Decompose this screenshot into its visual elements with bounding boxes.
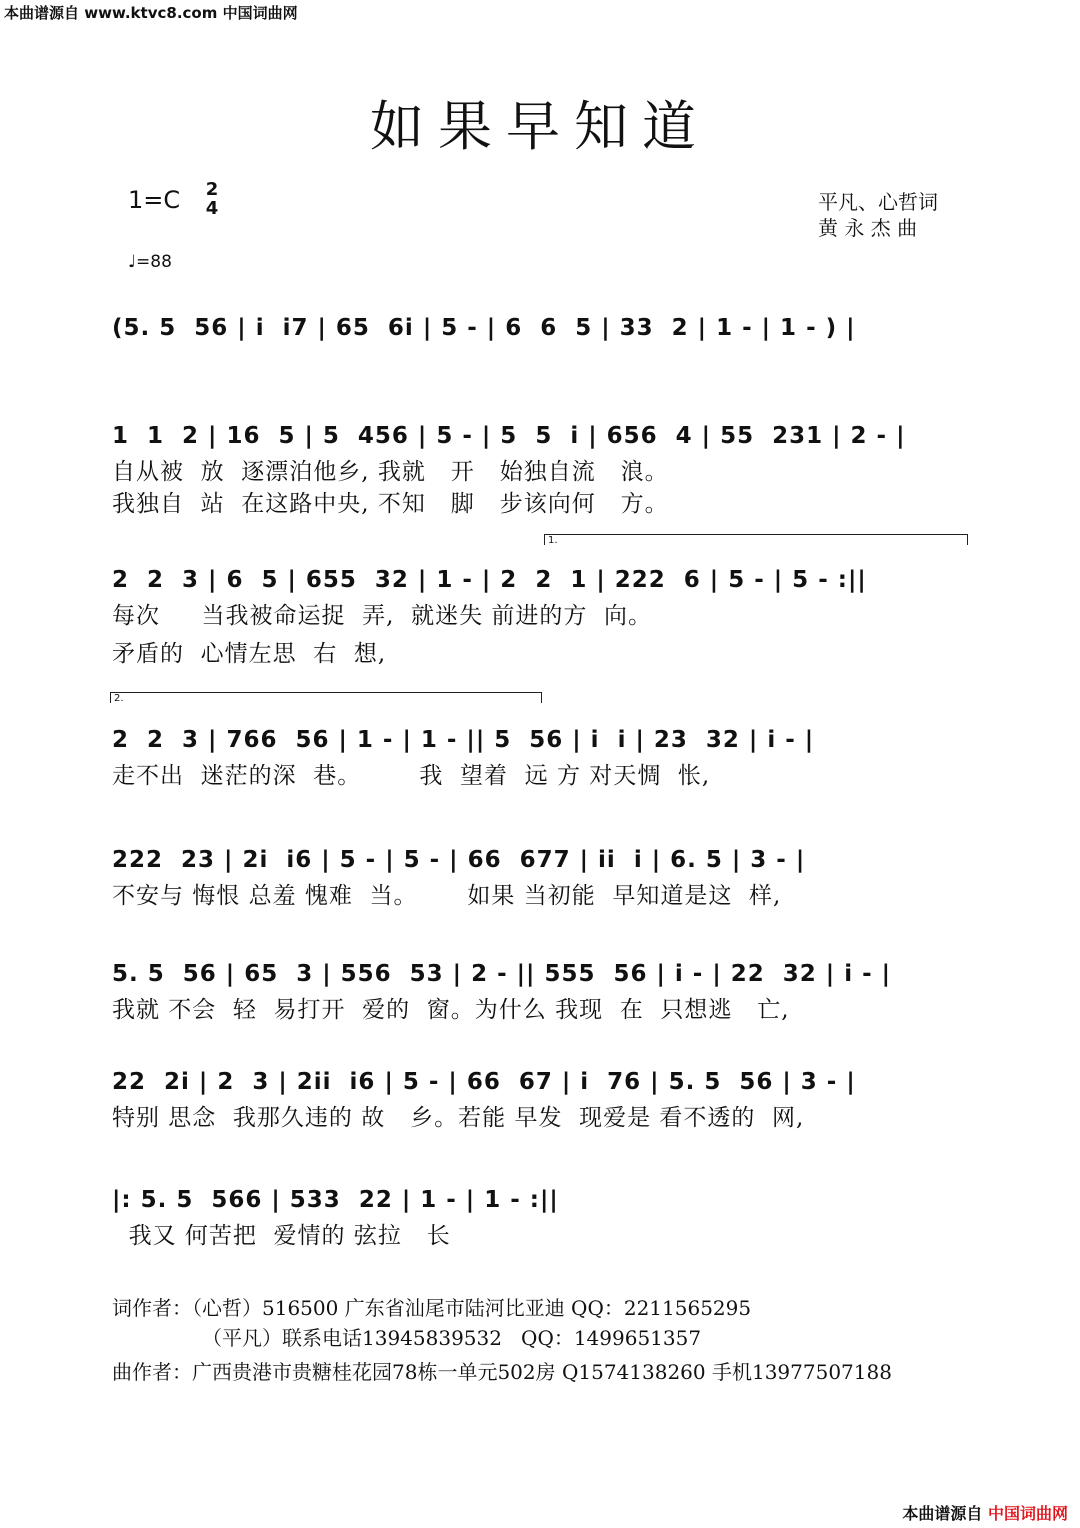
key-signature: 1=C (128, 186, 181, 214)
lyric-line: 我就 不会 轻 易打开 爱的 窗。为什么 我现 在 只想逃 亡, (112, 997, 790, 1023)
time-signature-top: 2 (205, 179, 219, 200)
first-ending-label: 1. (548, 535, 558, 546)
score-system (112, 720, 972, 792)
lyric-line: 我又 何苦把 爱情的 弦拉 长 (112, 1223, 451, 1249)
composer-contact: 广西贵港市贵糖桂花园78栋一单元502房 Q1574138260 手机13977507188 (192, 1360, 892, 1384)
score-system (112, 954, 972, 1026)
lyric-line: 矛盾的 心情左思 右 想, (112, 641, 387, 667)
header-site: 中国词曲网 (222, 4, 298, 22)
score-system (112, 308, 972, 348)
notation-line: 5. 5 56 | 65 3 | 556 53 | 2 - || 555 56 | i - | 22 32 | i - | (112, 961, 892, 987)
score-system (112, 1180, 972, 1252)
header-source: 本曲谱源自 (4, 4, 80, 22)
source-header (4, 2, 298, 23)
lyric-line: 我独自 站 在这路中央, 不知 脚 步该向何 方。 (112, 491, 669, 517)
lyric-line: 自从被 放 逐漂泊他乡, 我就 开 始独自流 浪。 (112, 459, 669, 485)
source-footer (902, 1501, 1068, 1524)
time-signature-bottom: 4 (205, 198, 219, 219)
song-title: 如果早知道 (370, 95, 710, 158)
composer-info (112, 1356, 892, 1385)
score-system (112, 1062, 972, 1134)
lyric-line: 特别 思念 我那久违的 故 乡。若能 早发 现爱是 看不透的 网, (112, 1105, 805, 1131)
second-ending-label: 2. (114, 693, 124, 704)
lyricist-credit: 平凡、心哲词 (818, 190, 938, 214)
composer-label: 曲作者： (112, 1360, 192, 1384)
footer-site-link[interactable]: 中国词曲网 (987, 1504, 1068, 1523)
time-signature (202, 180, 222, 218)
notation-line: 2 2 3 | 6 5 | 655 32 | 1 - | 2 2 1 | 222 6 | 5 - | 5 - :|| (112, 567, 867, 593)
tempo-marking: ♩=88 (128, 252, 172, 272)
lyricist-label: 词作者： (112, 1296, 192, 1320)
notation-line: 222 23 | 2i i6 | 5 - | 5 - | 66 677 | ii i | 6. 5 | 3 - | (112, 847, 806, 873)
score-system (112, 416, 972, 520)
notation-line: (5. 5 56 | i i7 | 65 6i | 5 - | 6 6 5 | 33 2 | 1 - | 1 - ) | (112, 315, 856, 341)
lyric-line: 走不出 迷茫的深 巷。 我 望着 远 方 对天惆 怅, (112, 763, 711, 789)
composer-credit: 黄 永 杰 曲 (818, 216, 918, 240)
header-url[interactable]: www.ktvc8.com (84, 4, 218, 22)
first-ending-bracket (544, 534, 968, 545)
notation-line: 2 2 3 | 766 56 | 1 - | 1 - || 5 56 | i i | 23 32 | i - | (112, 727, 815, 753)
footer-source: 本曲谱源自 (902, 1504, 983, 1523)
notation-line: |: 5. 5 566 | 533 22 | 1 - | 1 - :|| (112, 1187, 559, 1213)
score-system (112, 840, 972, 912)
lyricist-info (112, 1292, 751, 1321)
lyricist-contact-1: （心哲）516500 广东省汕尾市陆河比亚迪 QQ：2211565295 (192, 1296, 752, 1320)
lyric-line: 每次 当我被命运捉 弄, 就迷失 前进的方 向。 (112, 603, 653, 629)
notation-line: 1 1 2 | 16 5 | 5 456 | 5 - | 5 5 i | 656 4 | 55 231 | 2 - | (112, 423, 906, 449)
notation-line: 22 2i | 2 3 | 2ii i6 | 5 - | 66 67 | i 76 | 5. 5 56 | 3 - | (112, 1069, 856, 1095)
second-ending-bracket (110, 692, 542, 703)
lyric-line: 不安与 悔恨 总羞 愧难 当。 如果 当初能 早知道是这 样, (112, 883, 782, 909)
lyricist-contact-2: （平凡）联系电话13945839532 QQ：1499651357 (202, 1326, 702, 1350)
score-system (112, 560, 972, 670)
